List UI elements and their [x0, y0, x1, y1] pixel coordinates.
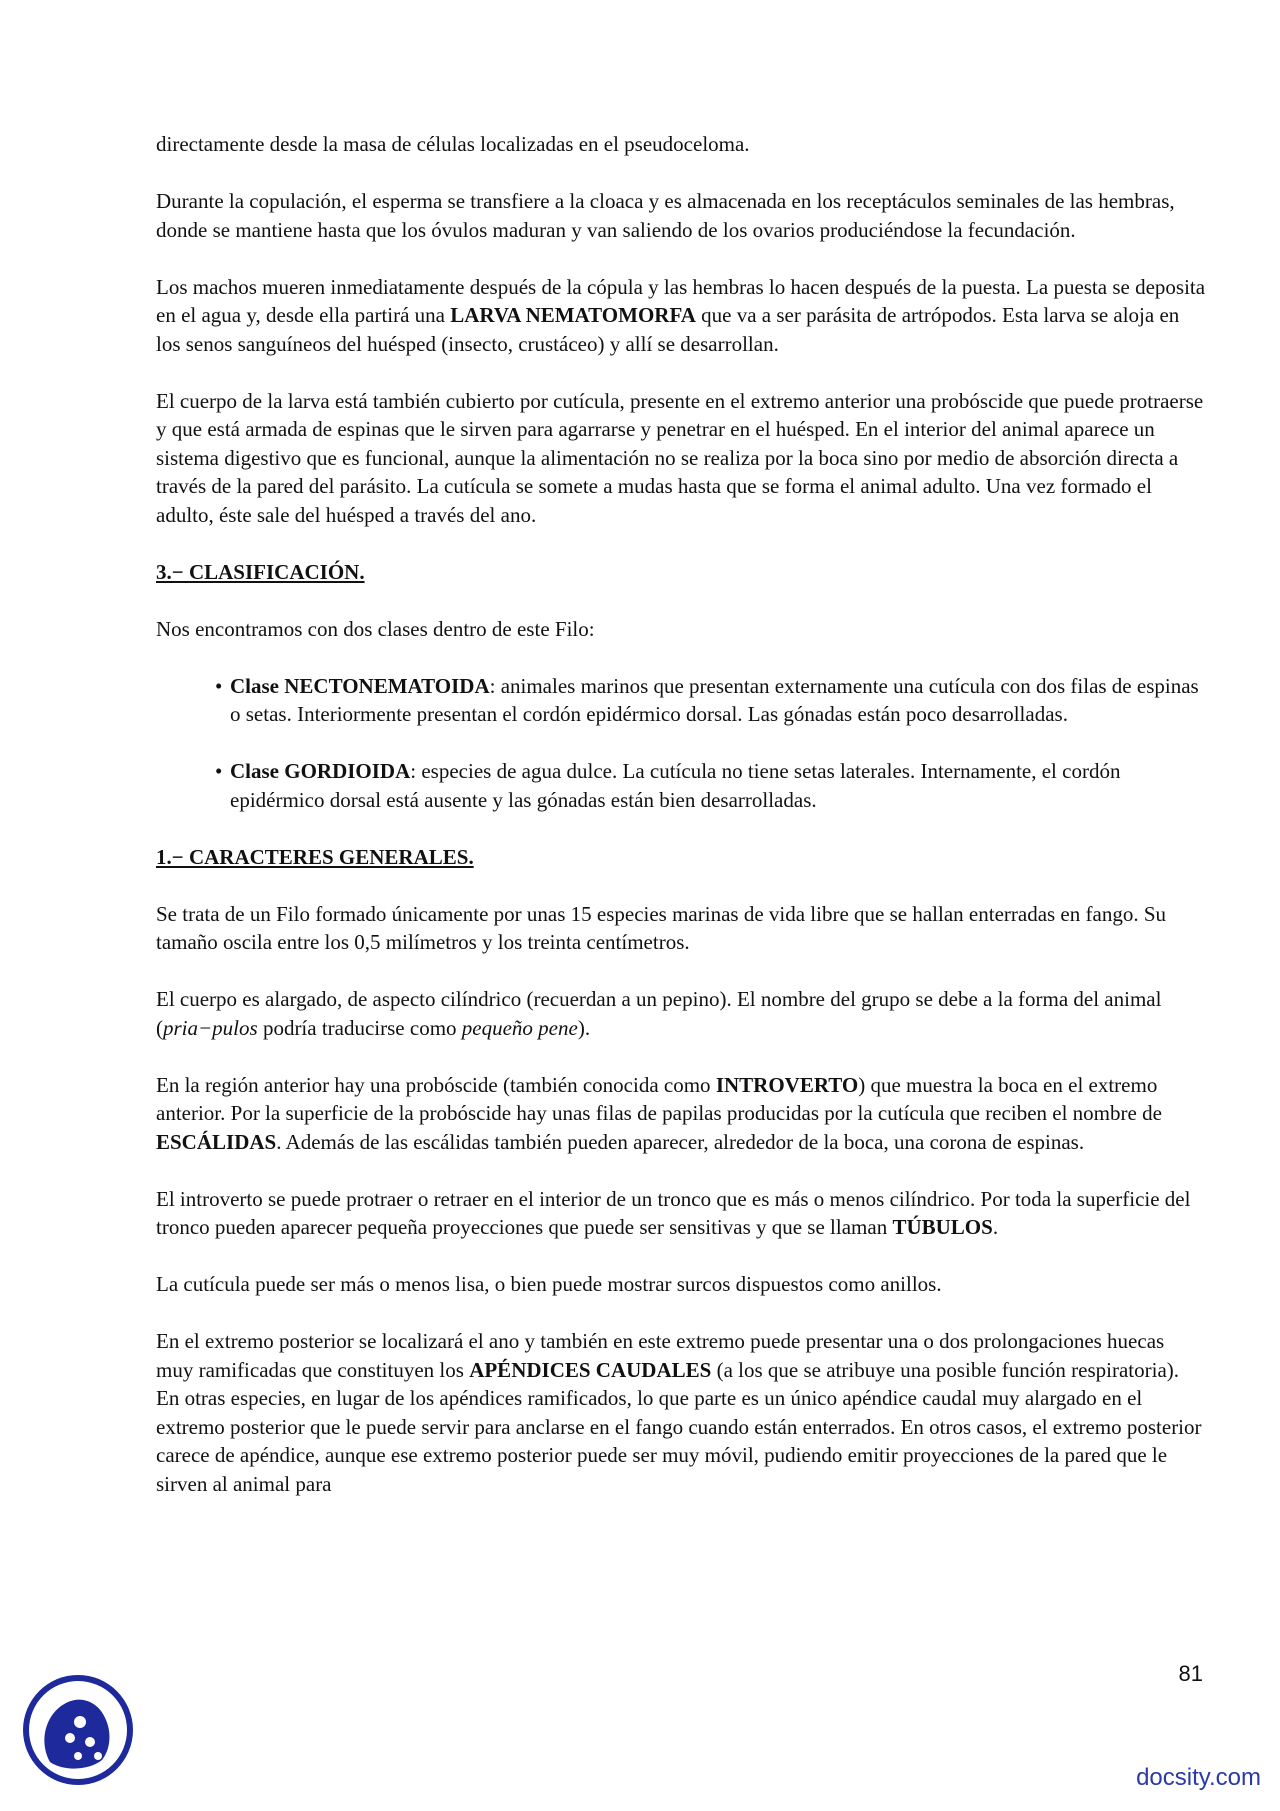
escalidas-term: ESCÁLIDAS: [156, 1129, 277, 1154]
introverto-term: INTROVERTO: [715, 1072, 859, 1097]
translation-term: pequeño pene: [461, 1015, 578, 1040]
heading-clasificacion: 3.− CLASIFICACIÓN.: [156, 559, 365, 584]
docsity-link[interactable]: docsity.com: [1136, 1764, 1261, 1791]
bullet-icon: •: [215, 759, 223, 783]
paragraph-body-shape: [156, 985, 1206, 1042]
paragraph-filo: Se trata de un Filo formado únicamente por unas 15 especies marinas de vida libre que se hallan enterradas en fango. Su tamaño oscila entre los 0,5 milímetros y los treinta centímetros.: [156, 901, 1166, 954]
etymology-term: pria−pulos: [163, 1015, 258, 1040]
tubulos-term: TÚBULOS: [892, 1215, 993, 1239]
shape-text-b: podría traducirse como: [257, 1015, 462, 1040]
posterior-text-c: (a los que se atribuye una posible función respiratoria). En otras especies, en lugar de los apéndices ramificados, lo que parte es un único apéndice caudal muy alargado en el extremo posterior que le puede servir para anclarse en el fango cuando están enterrados. En otros casos, el extremo posterior carece de apéndice, aunque ese extremo posterior puede ser muy móvil, pudiendo emitir proyecciones de la pared que le sirven al animal para: [156, 1357, 1202, 1496]
class-name: Clase NECTONEMATOIDA: [230, 673, 490, 698]
proboscis-text-a: En la región anterior hay una probóscide (también conocida como: [156, 1072, 716, 1097]
docsity-logo-icon: [18, 1670, 138, 1790]
introverto-text-a: El introverto se puede protraer o retraer en el interior de un tronco que es más o menos cilíndrico. Por toda la superficie del tronco pueden aparecer pequeña proyecciones que puede ser sensitivas y que se llaman: [156, 1186, 1191, 1239]
larva-text-c: que va a ser parásita de artrópodos. Esta larva se aloja en los senos sanguíneos del huésped (insecto, crustáceo) y allí se desarrollan.: [156, 303, 1180, 356]
shape-text-c: ).: [577, 1015, 591, 1040]
paragraph-copulation: Durante la copulación, el esperma se transfiere a la cloaca y es almacenada en los receptáculos seminales de las hembras, donde se mantiene hasta que los óvulos maduran y van saliendo de los ovarios produciéndose la fecundación.: [156, 189, 1175, 242]
paragraph-larva-body: El cuerpo de la larva está también cubierto por cutícula, presente en el extremo anterior una probóscide que puede protraerse y que está armada de espinas que le sirven para agarrarse y penetrar en el huésped. En el interior del animal aparece un sistema digestivo que es funcional, aunque la alimentación no se realiza por la boca sino por medio de absorción directa a través de la pared del parásito. La cutícula se somete a mudas hasta que se forma el animal adulto. Una vez formado el adulto, éste sale del huésped a través del ano.: [156, 388, 1204, 527]
shape-text-a: El cuerpo es alargado, de aspecto cilíndrico (recuerdan a un pepino). El nombre del grupo se debe a la forma del animal (: [156, 987, 1162, 1040]
larva-text-a: Los machos mueren inmediatamente después de la cópula y las hembras lo hacen después de la puesta. La puesta se deposita en el agua y, desde ella partirá una: [156, 274, 1206, 327]
page-number: 81: [1178, 1661, 1203, 1686]
paragraph-posterior: [156, 1327, 1206, 1498]
larva-term: LARVA NEMATOMORFA: [450, 303, 696, 327]
bullet-icon: •: [215, 673, 223, 698]
paragraph-classes-intro: Nos encontramos con dos clases dentro de este Filo:: [156, 616, 595, 641]
apendices-term: APÉNDICES CAUDALES: [469, 1357, 712, 1382]
document-body: [156, 130, 1206, 1527]
heading-caracteres: 1.− CARACTERES GENERALES.: [156, 844, 474, 869]
class-description: : especies de agua dulce. La cutícula no tiene setas laterales. Internamente, el cordón epidérmico dorsal está ausente y las gónadas están bien desarrolladas.: [230, 759, 1121, 812]
paragraph-larva: [156, 273, 1206, 359]
class-list: [156, 672, 1206, 815]
paragraph-proboscis: [156, 1071, 1206, 1157]
list-item: [216, 672, 1206, 729]
list-item: [216, 757, 1206, 814]
introverto-text-c: .: [992, 1215, 999, 1239]
class-description: : animales marinos que presentan externamente una cutícula con dos filas de espinas o setas. Interiormente presentan el cordón epidérmico dorsal. Las gónadas están poco desarrolladas.: [230, 673, 1199, 726]
posterior-text-a: En el extremo posterior se localizará el ano y también en este extremo puede presentar una o dos prolongaciones huecas muy ramificadas que constituyen los: [156, 1329, 1165, 1382]
proboscis-text-c: . Además de las escálidas también pueden aparecer, alrededor de la boca, una corona de espinas.: [276, 1129, 1085, 1154]
proboscis-text-b: ) que muestra la boca en el extremo anterior. Por la superficie de la probóscide hay unas filas de papilas producidas por la cutícula que reciben el nombre de: [156, 1072, 1162, 1125]
paragraph-cuticula: La cutícula puede ser más o menos lisa, o bien puede mostrar surcos dispuestos como anillos.: [156, 1272, 942, 1296]
paragraph-introverto: [156, 1185, 1206, 1242]
class-name: Clase GORDIOIDA: [230, 759, 411, 783]
paragraph-1: directamente desde la masa de células localizadas en el pseudoceloma.: [156, 132, 750, 156]
